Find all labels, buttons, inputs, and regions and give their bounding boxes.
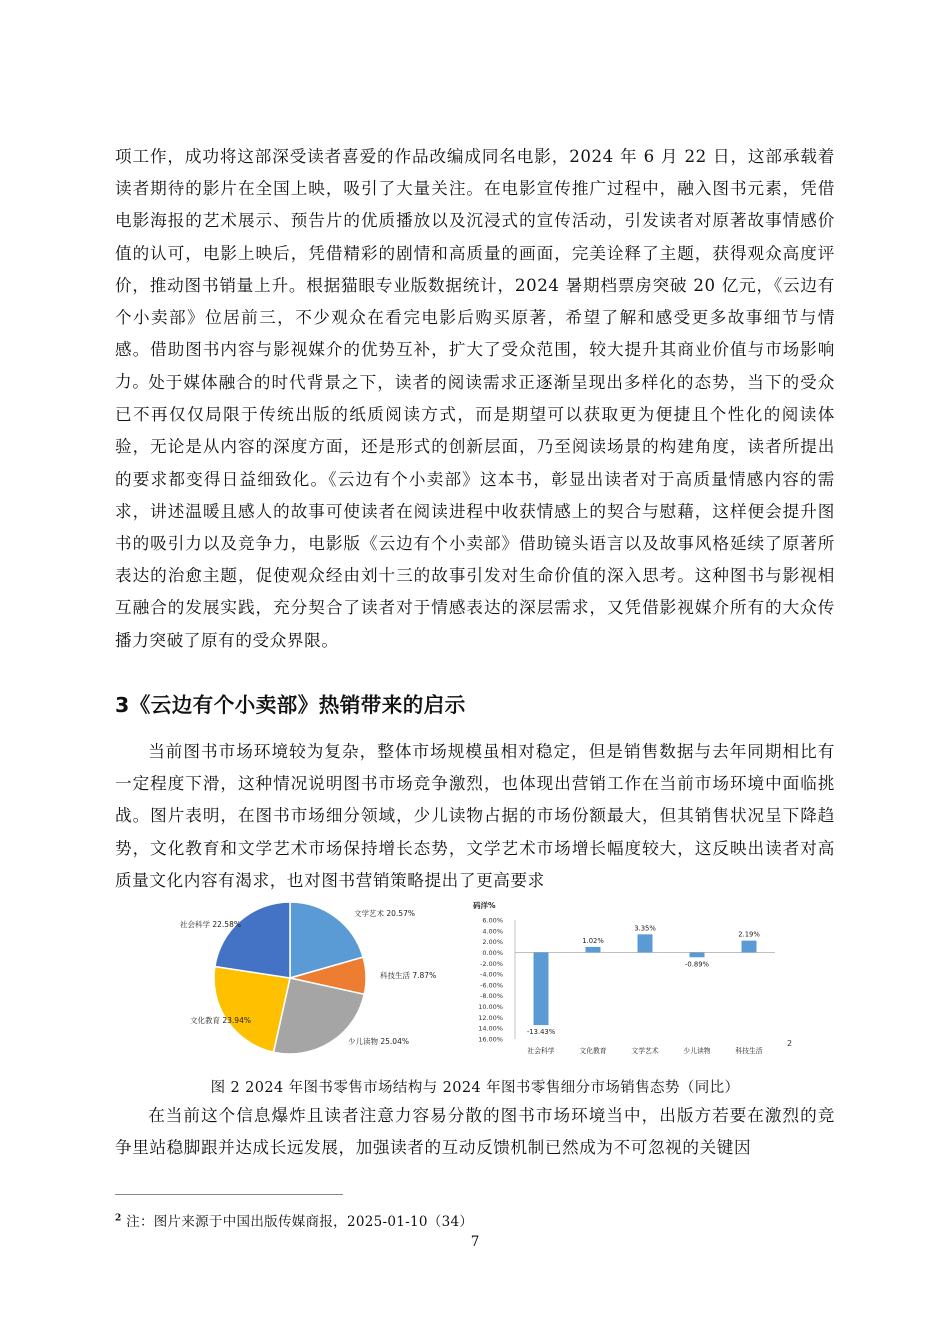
x-tick-label: 文化教育 bbox=[579, 1047, 607, 1055]
bar-value-label: -13.43% bbox=[526, 1028, 556, 1037]
bar-value-label: 1.02% bbox=[582, 936, 604, 945]
pie-slice-label: 文化教育 23.94% bbox=[190, 1016, 251, 1025]
x-tick-label: 文学艺术 bbox=[631, 1047, 659, 1055]
footnote-text: 注：图片来源于中国出版传媒商报，2025-01-10（34） bbox=[126, 1214, 474, 1230]
x-tick-label: 社会科学 bbox=[527, 1047, 555, 1055]
bar bbox=[586, 947, 601, 953]
bar-value-label: 2.19% bbox=[738, 930, 760, 939]
bar bbox=[534, 952, 549, 1025]
page-number: 7 bbox=[470, 1234, 480, 1250]
bar-chart bbox=[473, 900, 775, 1055]
y-tick-label: -2.00% bbox=[480, 959, 503, 968]
figure-caption: 图 2 2024 年图书零售市场结构与 2024 年图书零售细分市场销售态势（同比） bbox=[210, 1080, 740, 1096]
footnote bbox=[115, 1210, 473, 1230]
paragraph-media-fusion: 处于媒体融合的时代背景之下，读者的阅读需求正逐渐呈现出多样化的态势，当下的受众已不再仅仅局限于传统出版的纸质阅读方式，而是期望可以获取更为便捷且个性化的阅读体验，无论是从内容的深度方面，还是形式的创新层面，乃至阅读场景的构建角度，读者所提出的要求都变得日益细致化。《云边有个小卖部》这本书，彰显出读者对于高质量情感内容的需求，讲述温暖且感人的故事可使读者在阅读进程中收获情感上的契合与慰藉，这样便会提升图书的吸引力以及竞争力，电影版《云边有个小卖部》借助镜头语言以及故事风格延续了原著所表达的治愈主题，促使观众经由刘十三的故事引发对生命价值的深入思考。这种图书与影视相互融合的发展实践，充分契合了读者对于情感表达的深层需求，又凭借影视媒介所有的大众传播力突破了原有的受众界限。 bbox=[115, 373, 835, 650]
footnote-divider bbox=[115, 1194, 343, 1195]
y-tick-label: -6.00% bbox=[480, 981, 503, 990]
y-tick-label: 0.00% bbox=[482, 948, 503, 957]
y-tick-label: 2.00% bbox=[482, 938, 503, 947]
figure-charts bbox=[170, 900, 800, 1060]
figure-footnote-ref: 2 bbox=[787, 1039, 793, 1048]
bar bbox=[690, 952, 705, 957]
pie-chart bbox=[180, 902, 436, 1054]
y-tick-label: 16.00% bbox=[478, 1035, 503, 1044]
footnote-mark: 2 bbox=[115, 1213, 122, 1224]
y-tick-label: 14.00% bbox=[478, 1024, 503, 1033]
paragraph-continued: 项工作，成功将这部深受读者喜爱的作品改编成同名电影，2024 年 6 月 22 日，这部承载着读者期待的影片在全国上映，吸引了大量关注。在电影宣传推广过程中，融入图书元素，凭借电影海报的艺术展示、预告片的优质播放以及沉浸式的宣传活动，引发读者对原著故事情感价值的认可，电影上映后，凭借精彩的剧情和高质量的画面，完美诠释了主题，获得观众高度评价，推动图书销量上升。根据猫眼专业版数据统计，2024 暑期档票房突破 20 亿元，《云边有个小卖部》位居前三，不少观众在看完电影后购买原著，希望了解和感受更多故事细节与情感。借助图书内容与影视媒介的优势互补，扩大了受众范围，较大提升其商业价值与市场影响力。 bbox=[115, 147, 835, 392]
pie-slice bbox=[215, 902, 290, 978]
pie-slice-label: 文学艺术 20.57% bbox=[354, 909, 415, 918]
y-tick-label: -4.00% bbox=[480, 970, 503, 979]
y-tick-label: 10.00% bbox=[478, 1003, 503, 1012]
y-tick-label: 6.00% bbox=[482, 916, 503, 925]
bar-value-label: 3.35% bbox=[634, 924, 656, 933]
bar bbox=[742, 941, 757, 953]
pie-slice-label: 社会科学 22.58% bbox=[180, 920, 241, 929]
y-tick-label: 12.00% bbox=[478, 1013, 503, 1022]
y-tick-label: 4.00% bbox=[482, 927, 503, 936]
x-tick-label: 少儿读物 bbox=[683, 1047, 711, 1055]
y-axis-label: 码洋% bbox=[473, 901, 496, 910]
paragraph-feedback: 在当前这个信息爆炸且读者注意力容易分散的图书市场环境当中，出版方若要在激烈的竞争里站稳脚跟并达成长远发展，加强读者的互动反馈机制已然成为不可忽视的关键因 bbox=[115, 1106, 835, 1158]
bar-value-label: -0.89% bbox=[684, 960, 710, 969]
paragraph-market: 当前图书市场环境较为复杂，整体市场规模虽相对稳定，但是销售数据与去年同期相比有一定程度下滑，这种情况说明图书市场竞争激烈，也体现出营销工作在当前市场环境中面临挑战。图片表明，在图书市场细分领域，少儿读物占据的市场份额最大，但其销售状况呈下降趋势，文化教育和文学艺术市场保持增长态势，文学艺术市场增长幅度较大，这反映出读者对高质量文化内容有渴求，也对图书营销策略提出了更高要求 bbox=[115, 742, 835, 890]
y-tick-label: -8.00% bbox=[480, 992, 503, 1001]
pie-slice-label: 科技生活 7.87% bbox=[380, 971, 437, 980]
x-tick-label: 科技生活 bbox=[735, 1047, 763, 1055]
section-heading: 3《云边有个小卖部》热销带来的启示 bbox=[115, 693, 466, 717]
pie-slice-label: 少儿读物 25.04% bbox=[348, 1037, 409, 1046]
bar bbox=[638, 934, 653, 952]
